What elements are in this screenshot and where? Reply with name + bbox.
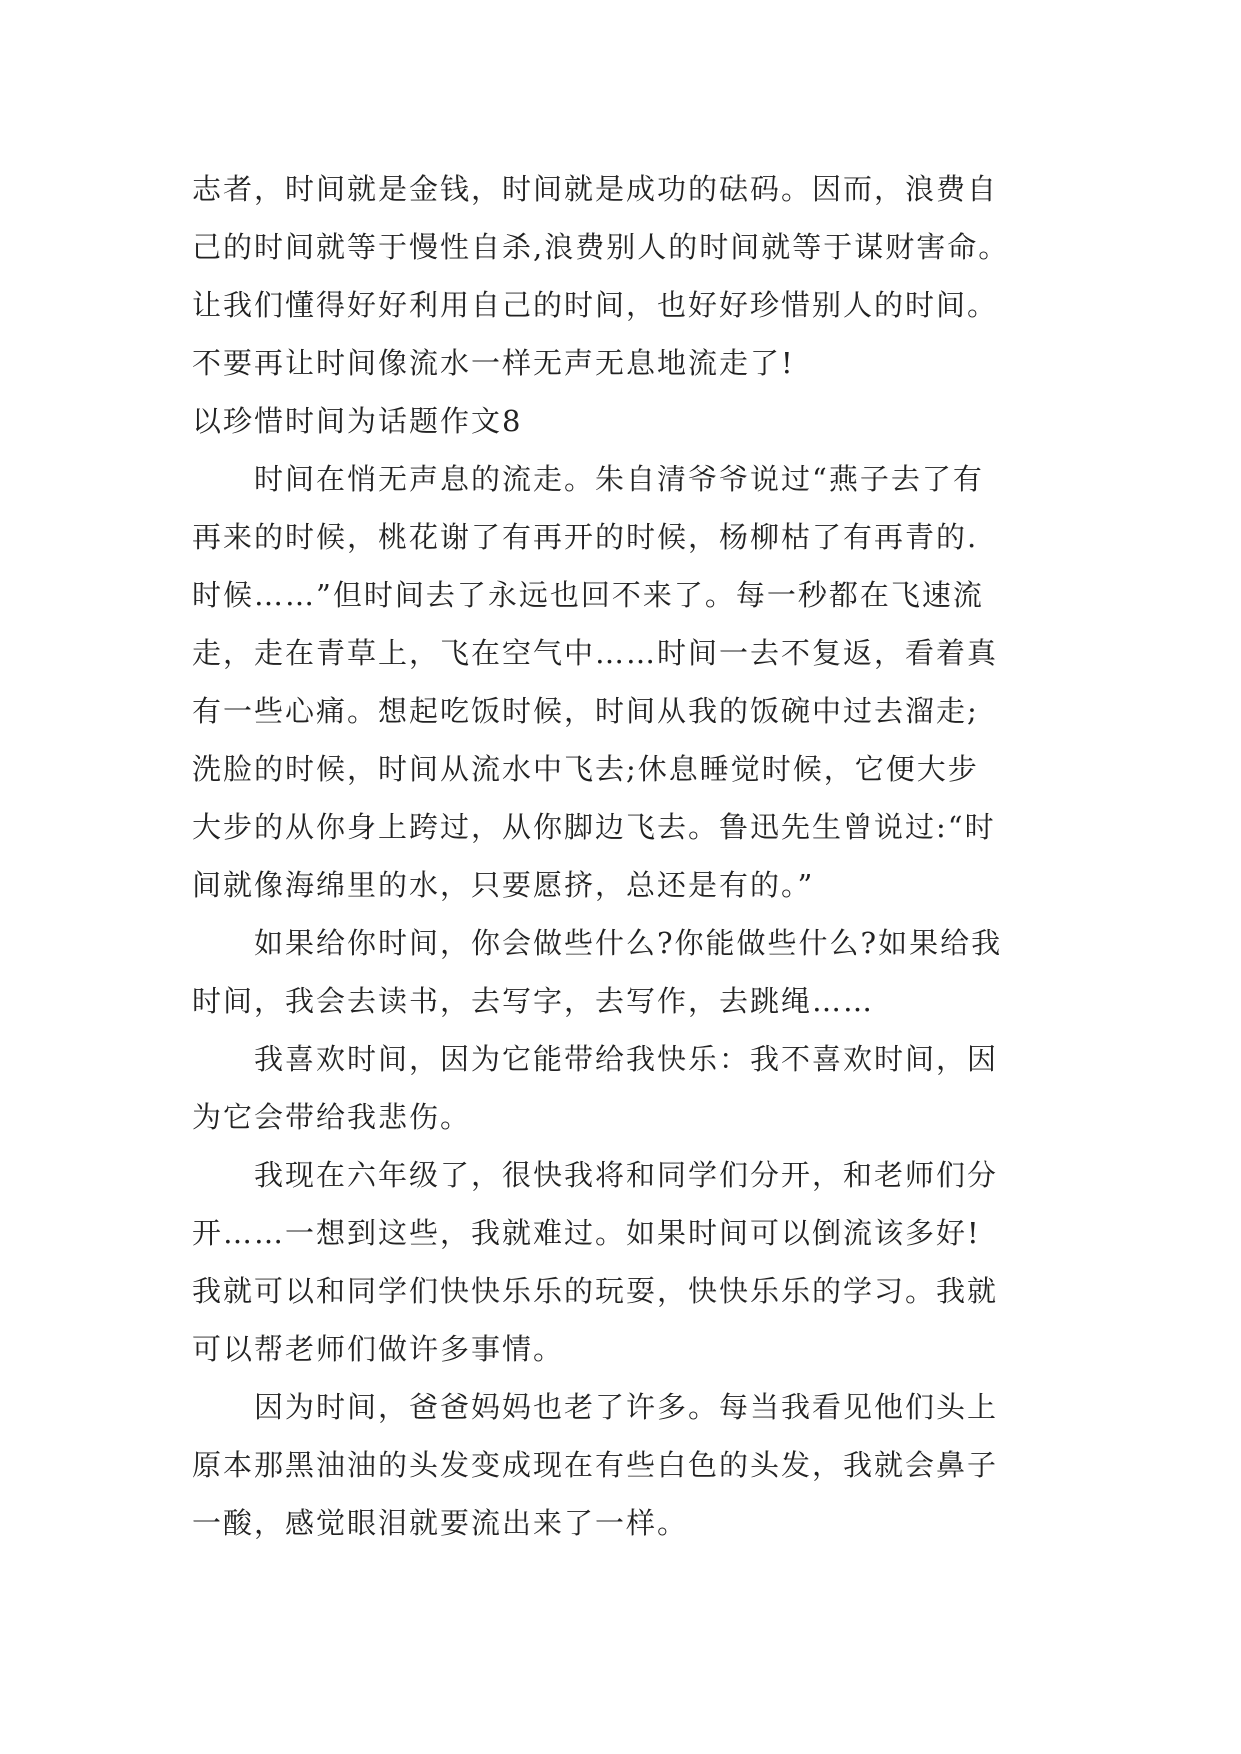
- paragraph-start-line: 我喜欢时间，因为它能带给我快乐：我不喜欢时间，因: [254, 1042, 999, 1076]
- text-line: 时间，我会去读书，去写字，去写作，去跳绳……: [192, 984, 875, 1018]
- paragraph-start-line: 因为时间，爸爸妈妈也老了许多。每当我看见他们头上: [254, 1390, 999, 1424]
- text-line: 时候……”但时间去了永远也回不来了。每一秒都在飞速流: [192, 578, 984, 612]
- text-line: 有一些心痛。想起吃饭时候，时间从我的饭碗中过去溜走;: [192, 694, 979, 728]
- text-line: 志者，时间就是金钱，时间就是成功的砝码。因而，浪费自: [192, 172, 999, 206]
- essay-text: [192, 160, 1092, 1552]
- text-line: 走，走在青草上，飞在空气中……时间一去不复返，看着真: [192, 636, 999, 670]
- text-line: 洗脸的时候，时间从流水中飞去;休息睡觉时候，它便大步: [192, 752, 979, 786]
- text-line: 可以帮老师们做许多事情。: [192, 1332, 565, 1366]
- text-line: 再来的时候，桃花谢了有再开的时候，杨柳枯了有再青的.: [192, 520, 979, 554]
- text-line: 原本那黑油油的头发变成现在有些白色的头发，我就会鼻子: [192, 1448, 999, 1482]
- text-line: 己的时间就等于慢性自杀,浪费别人的时间就等于谋财害命。: [192, 230, 1010, 264]
- text-line: 大步的从你身上跨过，从你脚边飞去。鲁迅先生曾说过:“时: [192, 810, 996, 844]
- text-line: 一酸，感觉眼泪就要流出来了一样。: [192, 1506, 689, 1540]
- text-line: 开……一想到这些，我就难过。如果时间可以倒流该多好!: [192, 1216, 981, 1250]
- text-line: 我就可以和同学们快快乐乐的玩耍，快快乐乐的学习。我就: [192, 1274, 999, 1308]
- paragraph-start-line: 如果给你时间，你会做些什么?你能做些什么?如果给我: [254, 926, 1003, 960]
- text-line: 为它会带给我悲伤。: [192, 1100, 472, 1134]
- text-line: 不要再让时间像流水一样无声无息地流走了!: [192, 346, 795, 380]
- essay-heading: 以珍惜时间为话题作文8: [192, 404, 523, 438]
- text-line: 让我们懂得好好利用自己的时间，也好好珍惜别人的时间。: [192, 288, 999, 322]
- paragraph-start-line: 时间在悄无声息的流走。朱自清爷爷说过“燕子去了有: [254, 462, 984, 496]
- text-line: 间就像海绵里的水，只要愿挤，总还是有的。”: [192, 868, 815, 902]
- paragraph-start-line: 我现在六年级了，很快我将和同学们分开，和老师们分: [254, 1158, 999, 1192]
